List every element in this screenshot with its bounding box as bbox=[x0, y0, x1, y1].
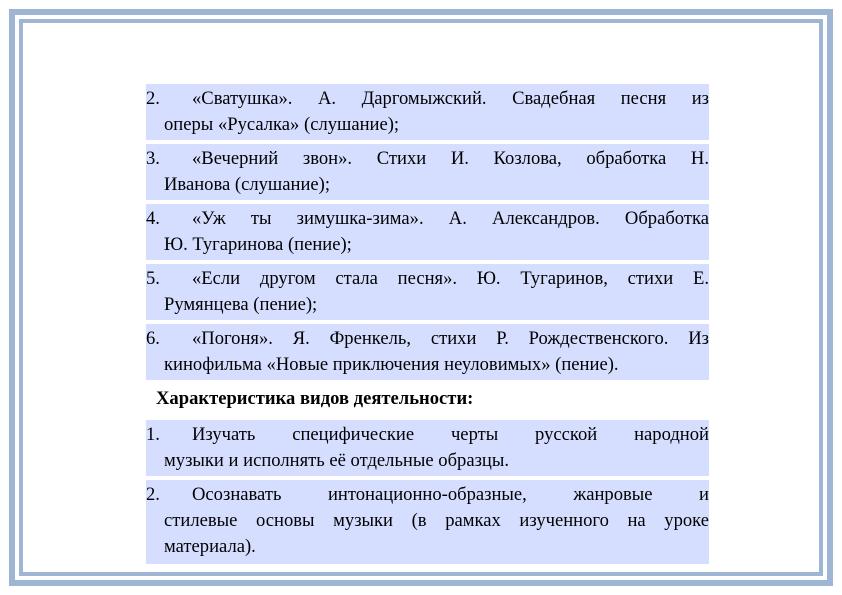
item-text: «Если другом стала песня». Ю. Тугаринов, стихи Е. bbox=[192, 268, 709, 289]
item-text-continued: Ю. Тугаринова (пение); bbox=[164, 234, 352, 255]
item-text-continued: кинофильма «Новые приключения неуловимых» (пение). bbox=[164, 354, 619, 375]
item-text-continued: музыки и исполнять её отдельные образцы. bbox=[164, 450, 510, 471]
item-text-continued: стилевые основы музыки (в рамках изученного на уроке bbox=[164, 510, 709, 531]
item-number: 4. bbox=[146, 208, 160, 229]
list-item bbox=[146, 324, 709, 380]
item-text-continued: Иванова (слушание); bbox=[164, 174, 330, 195]
item-number: 2. bbox=[146, 484, 160, 505]
item-number: 6. bbox=[146, 328, 160, 349]
list-item bbox=[146, 204, 709, 260]
list-item bbox=[146, 420, 709, 476]
item-number: 5. bbox=[146, 268, 160, 289]
item-number: 2. bbox=[146, 88, 160, 109]
item-text: «Сватушка». А. Даргомыжский. Свадебная песня из bbox=[192, 88, 709, 109]
slide-content bbox=[146, 84, 709, 564]
section-heading: Характеристика видов деятельности: bbox=[146, 384, 709, 416]
list-item bbox=[146, 84, 709, 140]
item-text: «Уж ты зимушка-зима». А. Александров. Обработка bbox=[192, 208, 709, 229]
item-text: Осознавать интонационно-образные, жанровые и bbox=[192, 484, 709, 505]
item-number: 3. bbox=[146, 148, 160, 169]
item-text: «Погоня». Я. Френкель, стихи Р. Рождественского. Из bbox=[192, 328, 709, 349]
item-text: «Вечерний звон». Стихи И. Козлова, обработка Н. bbox=[192, 148, 709, 169]
list-item bbox=[146, 144, 709, 200]
item-text-continued: оперы «Русалка» (слушание); bbox=[164, 114, 400, 135]
item-number: 1. bbox=[146, 424, 160, 445]
list-item bbox=[146, 480, 709, 564]
list-item bbox=[146, 264, 709, 320]
item-text-continued: Румянцева (пение); bbox=[164, 294, 318, 315]
item-text-continued: материала). bbox=[164, 536, 256, 557]
item-text: Изучать специфические черты русской народной bbox=[192, 424, 709, 445]
